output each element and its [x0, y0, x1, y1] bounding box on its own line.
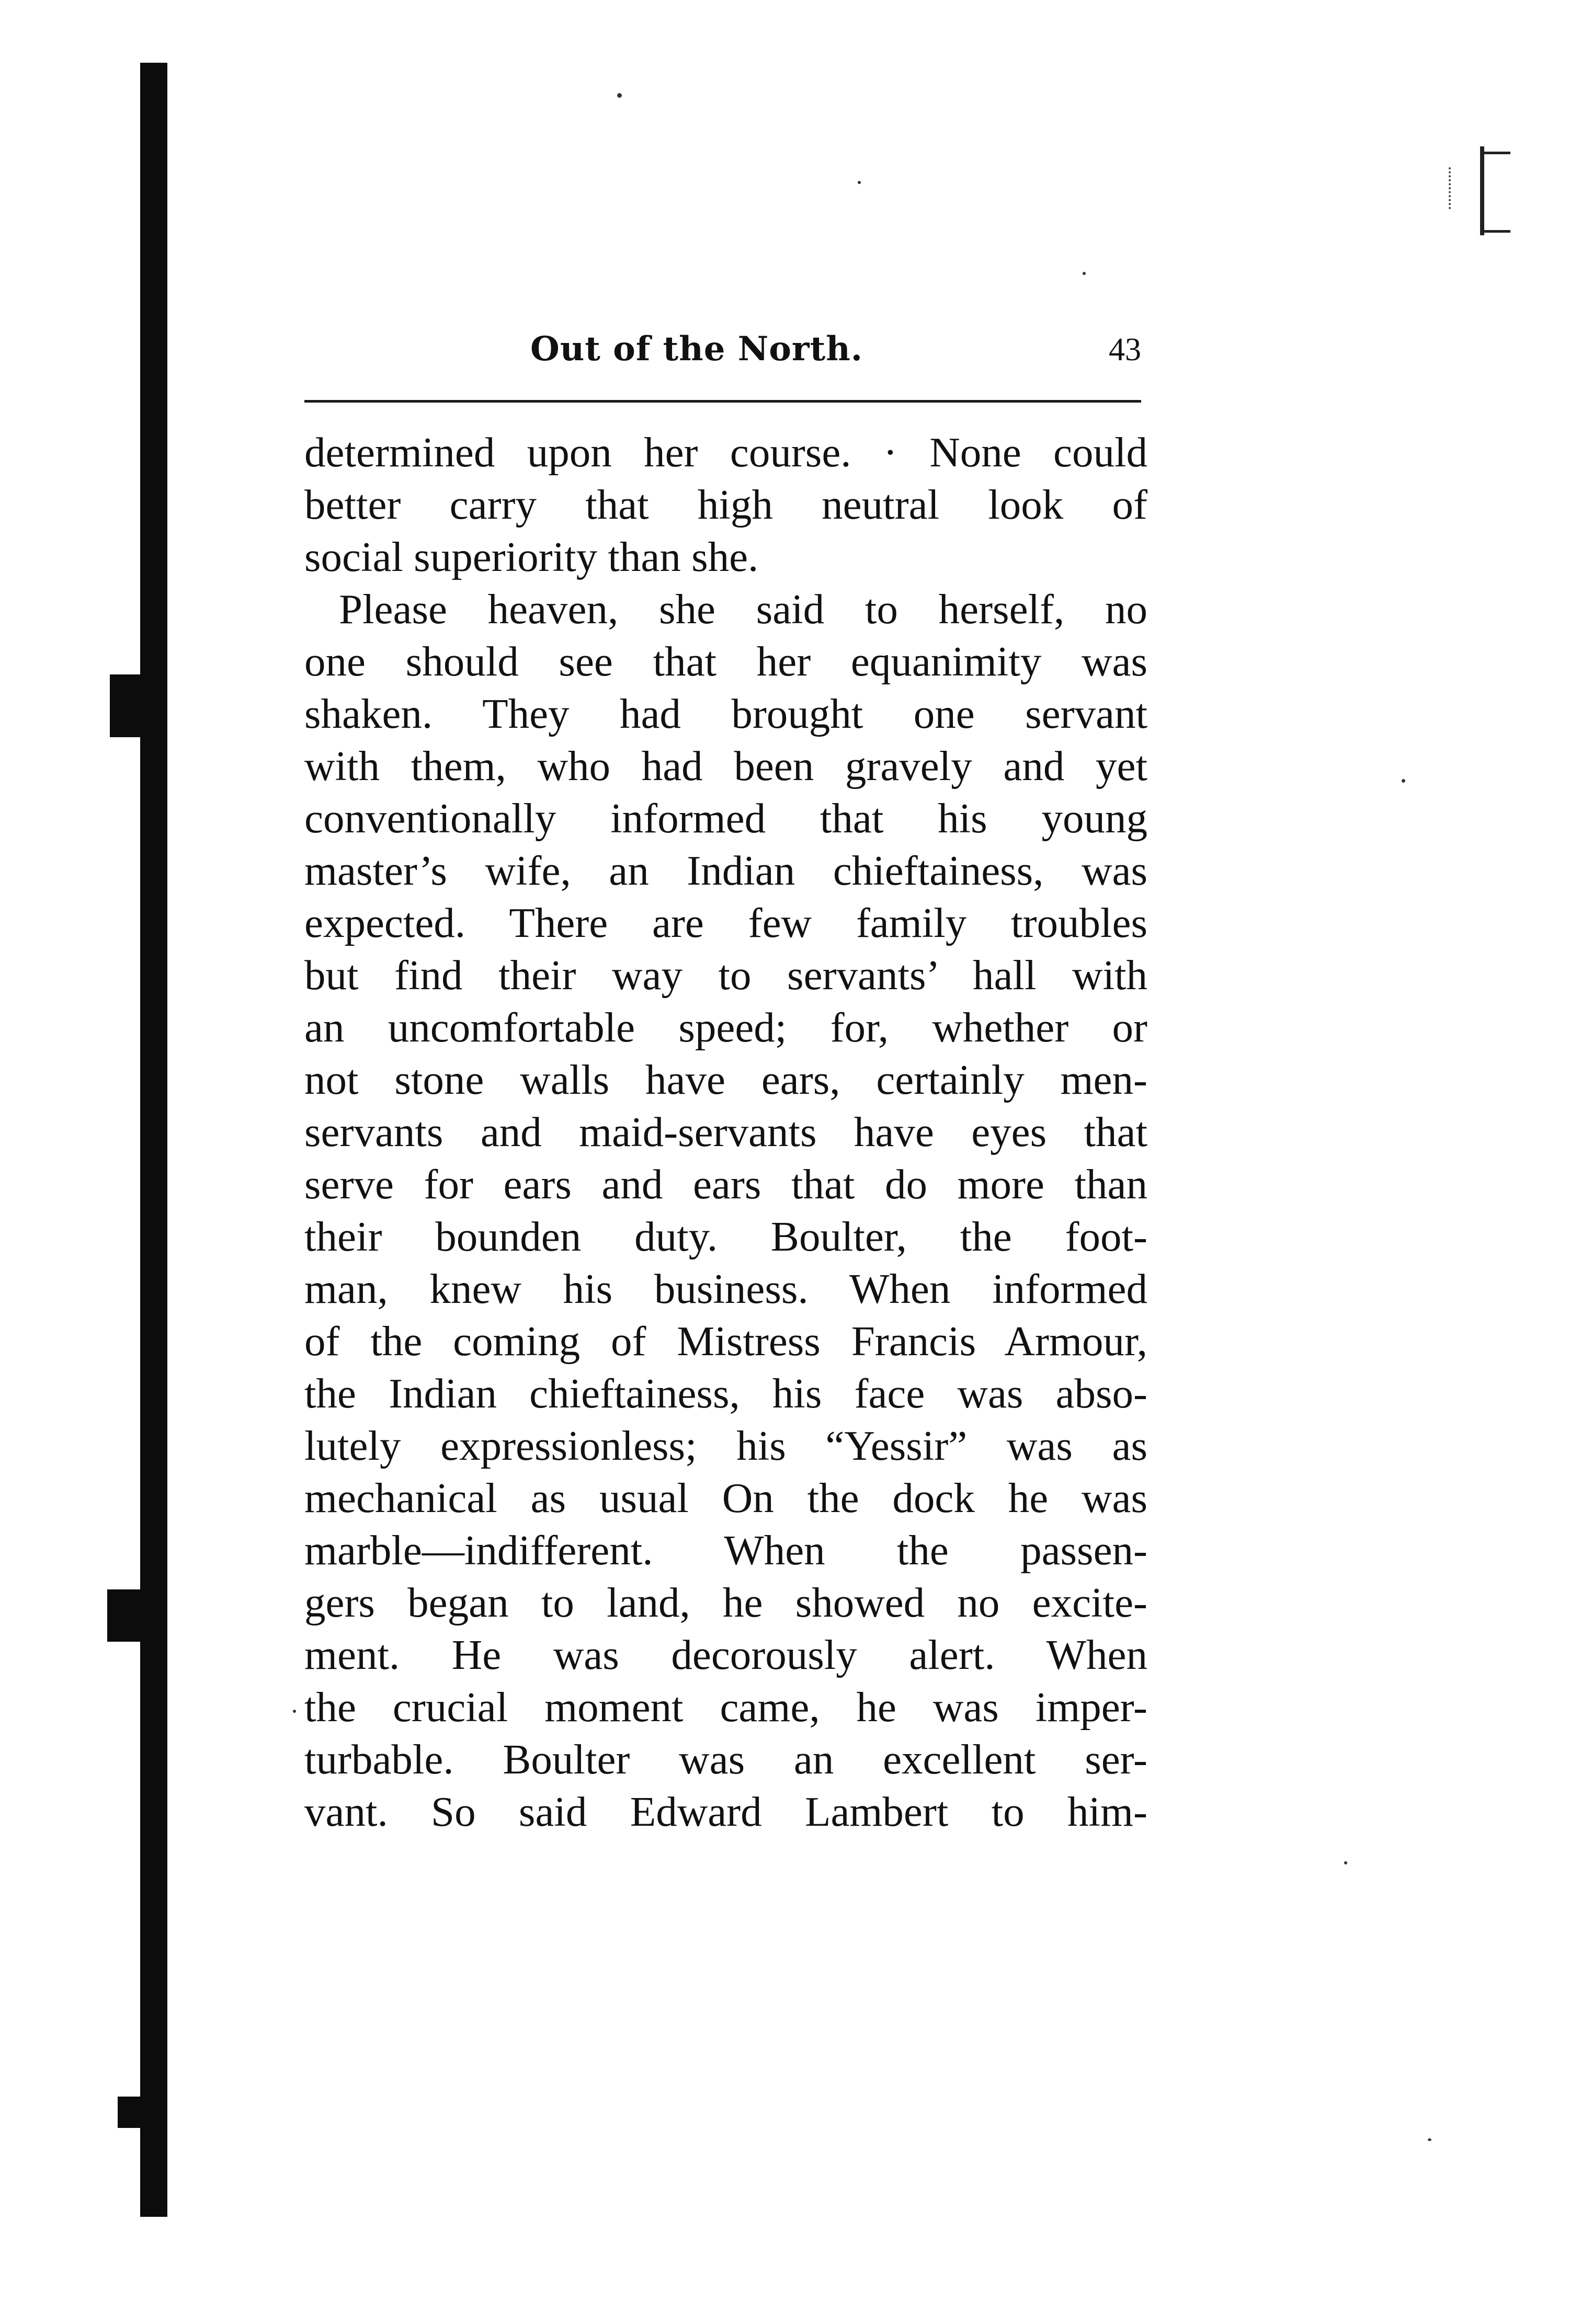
text-line: mechanical as usual On the dock he was [304, 1474, 1147, 1521]
ink-speck [1428, 2138, 1431, 2141]
text-line: gers began to land, he showed no excite- [304, 1579, 1147, 1626]
text-line: lutely expressionless; his “Yessir” was as [304, 1422, 1147, 1469]
text-line: servants and maid-servants have eyes that [304, 1108, 1147, 1155]
page-number: 43 [1109, 332, 1141, 368]
text-line: with them, who had been gravely and yet [304, 742, 1147, 789]
binding-notch [110, 674, 146, 737]
text-line: man, knew his business. When informed [304, 1265, 1147, 1312]
text-line: ment. He was decorously alert. When [304, 1631, 1147, 1678]
running-title: Out of the North. [530, 329, 863, 369]
text-line: marble—indifferent. When the passen- [304, 1527, 1147, 1574]
text-line: expected. There are few family troubles [304, 899, 1147, 946]
ink-speck [1344, 1861, 1347, 1864]
ink-speck [293, 1710, 296, 1713]
catalogue-mark [1449, 146, 1511, 235]
ink-speck [858, 181, 861, 184]
text-line: shaken. They had brought one servant [304, 690, 1147, 737]
text-line: social superiority than she. [304, 533, 759, 580]
ink-speck [617, 93, 622, 98]
header-rule [304, 400, 1141, 403]
text-line: better carry that high neutral look of [304, 481, 1147, 528]
binding-notch [118, 2097, 149, 2128]
text-line: Please heaven, she said to herself, no [339, 586, 1147, 633]
text-line: the crucial moment came, he was imper- [304, 1684, 1147, 1731]
text-line: but find their way to servants’ hall with [304, 952, 1147, 999]
text-line: not stone walls have ears, certainly men- [304, 1056, 1147, 1103]
text-line: one should see that her equanimity was [304, 638, 1147, 685]
text-line: conventionally informed that his young [304, 795, 1147, 842]
ink-speck [1402, 779, 1405, 783]
binding-notch [107, 1589, 144, 1642]
text-line: the Indian chieftainess, his face was abso- [304, 1370, 1147, 1417]
binding-edge [140, 63, 167, 2217]
text-line: vant. So said Edward Lambert to him- [304, 1788, 1147, 1835]
text-line: their bounden duty. Boulter, the foot- [304, 1213, 1147, 1260]
running-head [304, 314, 1141, 387]
text-line: serve for ears and ears that do more than [304, 1161, 1147, 1208]
text-line: master’s wife, an Indian chieftainess, was [304, 847, 1147, 894]
ink-speck [1083, 272, 1086, 275]
text-line: determined upon her course. · None could [304, 429, 1147, 476]
text-line: of the coming of Mistress Francis Armour, [304, 1318, 1147, 1365]
text-line: turbable. Boulter was an excellent ser- [304, 1736, 1147, 1783]
body-text [304, 426, 1147, 1838]
text-line: an uncomfortable speed; for, whether or [304, 1004, 1147, 1051]
